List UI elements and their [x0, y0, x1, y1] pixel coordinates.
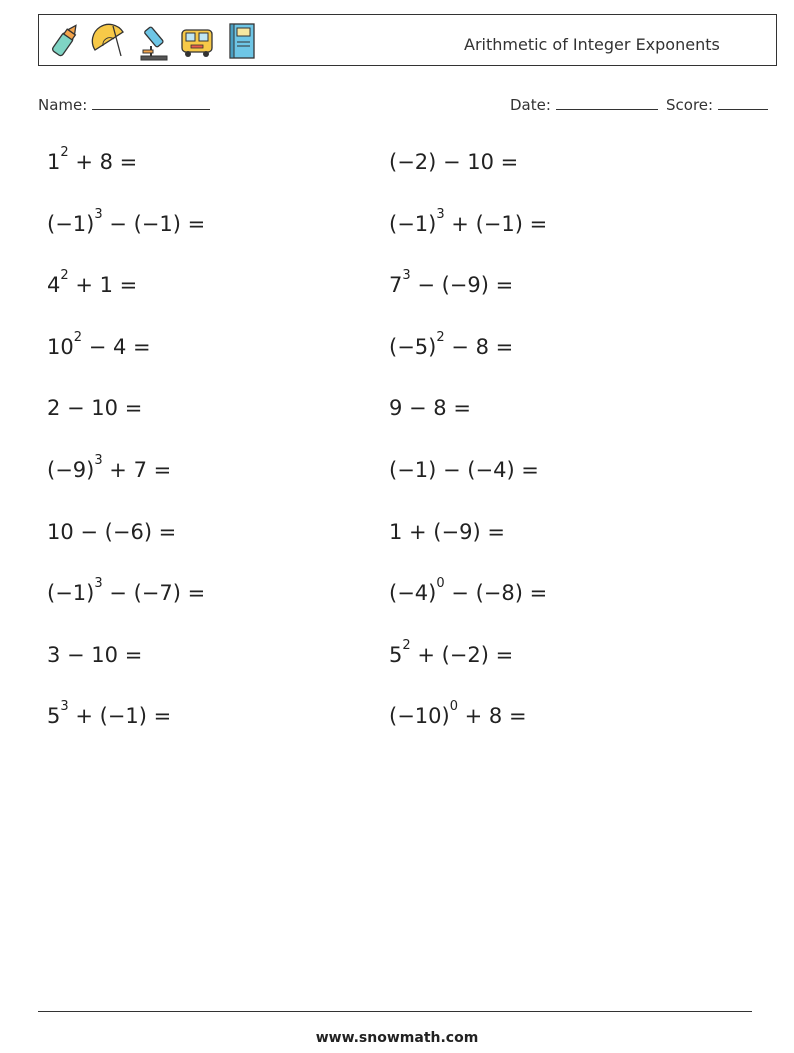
problem-item: [389, 150, 518, 174]
exponent: 3: [94, 576, 103, 591]
footer-site: www.snowmath.com: [315, 1030, 479, 1046]
expression-text: (−2) − 10 =: [389, 150, 519, 174]
school-bus-icon: [179, 20, 215, 62]
expression-text: 4: [47, 273, 61, 297]
expression-text: (−10): [389, 704, 450, 728]
expression-text: − (−7) =: [102, 581, 206, 605]
exponent: 0: [449, 699, 458, 714]
exponent: 3: [436, 207, 445, 222]
problem-item: [389, 638, 514, 667]
book-icon: [223, 20, 259, 62]
problem-item: [389, 520, 505, 544]
expression-text: + (−2) =: [410, 643, 514, 667]
exponent: 3: [60, 699, 69, 714]
exponent: 2: [436, 330, 445, 345]
exponent: 3: [94, 207, 103, 222]
expression-text: 1: [47, 150, 61, 174]
date-field: [510, 94, 658, 114]
problem-item: [47, 207, 206, 236]
problem-item: [47, 330, 151, 359]
expression-text: 9 − 8 =: [389, 396, 471, 420]
expression-text: 7: [389, 273, 403, 297]
expression-text: 2 − 10 =: [47, 396, 143, 420]
protractor-icon: [91, 20, 127, 62]
expression-text: + 1 =: [68, 273, 138, 297]
expression-text: (−4): [389, 581, 437, 605]
expression-text: 3 − 10 =: [47, 643, 143, 667]
problem-item: [389, 396, 471, 420]
expression-text: (−1): [47, 581, 95, 605]
exponent: 0: [436, 576, 445, 591]
header-icons: [47, 19, 259, 63]
expression-text: + (−1) =: [68, 704, 172, 728]
problem-item: [47, 396, 142, 420]
date-blank[interactable]: [556, 94, 658, 110]
expression-text: (−1) − (−4) =: [389, 458, 539, 482]
expression-text: − (−1) =: [102, 212, 206, 236]
microscope-icon: [135, 20, 171, 62]
problem-item: [389, 330, 514, 359]
expression-text: − 4 =: [82, 335, 151, 359]
expression-text: + (−1) =: [444, 212, 548, 236]
expression-text: + 8 =: [457, 704, 527, 728]
expression-text: − 8 =: [444, 335, 514, 359]
score-label: Score:: [666, 96, 714, 114]
worksheet-title: Arithmetic of Integer Exponents: [464, 35, 720, 54]
problem-item: [389, 207, 548, 236]
highlighter-icon: [47, 20, 83, 62]
exponent: 2: [60, 145, 69, 160]
expression-text: − (−9) =: [410, 273, 514, 297]
expression-text: 10: [47, 335, 74, 359]
problem-item: [47, 576, 206, 605]
name-label: Name:: [38, 96, 88, 114]
problem-item: [47, 145, 138, 174]
problem-item: [47, 643, 142, 667]
expression-text: − (−8) =: [444, 581, 548, 605]
expression-text: (−5): [389, 335, 437, 359]
exponent: 3: [94, 453, 103, 468]
problem-item: [389, 458, 539, 482]
footer-divider: [38, 1011, 752, 1012]
problem-item: [47, 268, 138, 297]
expression-text: (−1): [47, 212, 95, 236]
expression-text: 5: [47, 704, 61, 728]
problem-item: [47, 453, 172, 482]
exponent: 2: [60, 268, 69, 283]
expression-text: (−9): [47, 458, 95, 482]
exponent: 3: [402, 268, 411, 283]
problem-item: [47, 699, 172, 728]
name-blank[interactable]: [92, 94, 210, 110]
expression-text: 1 + (−9) =: [389, 520, 505, 544]
score-field: [666, 94, 768, 114]
exponent: 2: [402, 638, 411, 653]
score-blank[interactable]: [718, 94, 768, 110]
expression-text: (−1): [389, 212, 437, 236]
expression-text: 10 − (−6) =: [47, 520, 177, 544]
problem-item: [389, 699, 527, 728]
name-field: [38, 94, 210, 114]
date-label: Date:: [510, 96, 551, 114]
expression-text: + 7 =: [102, 458, 172, 482]
expression-text: 5: [389, 643, 403, 667]
worksheet-header: [38, 14, 777, 66]
problem-item: [47, 520, 176, 544]
problem-item: [389, 576, 548, 605]
problem-item: [389, 268, 514, 297]
expression-text: + 8 =: [68, 150, 138, 174]
exponent: 2: [73, 330, 83, 345]
